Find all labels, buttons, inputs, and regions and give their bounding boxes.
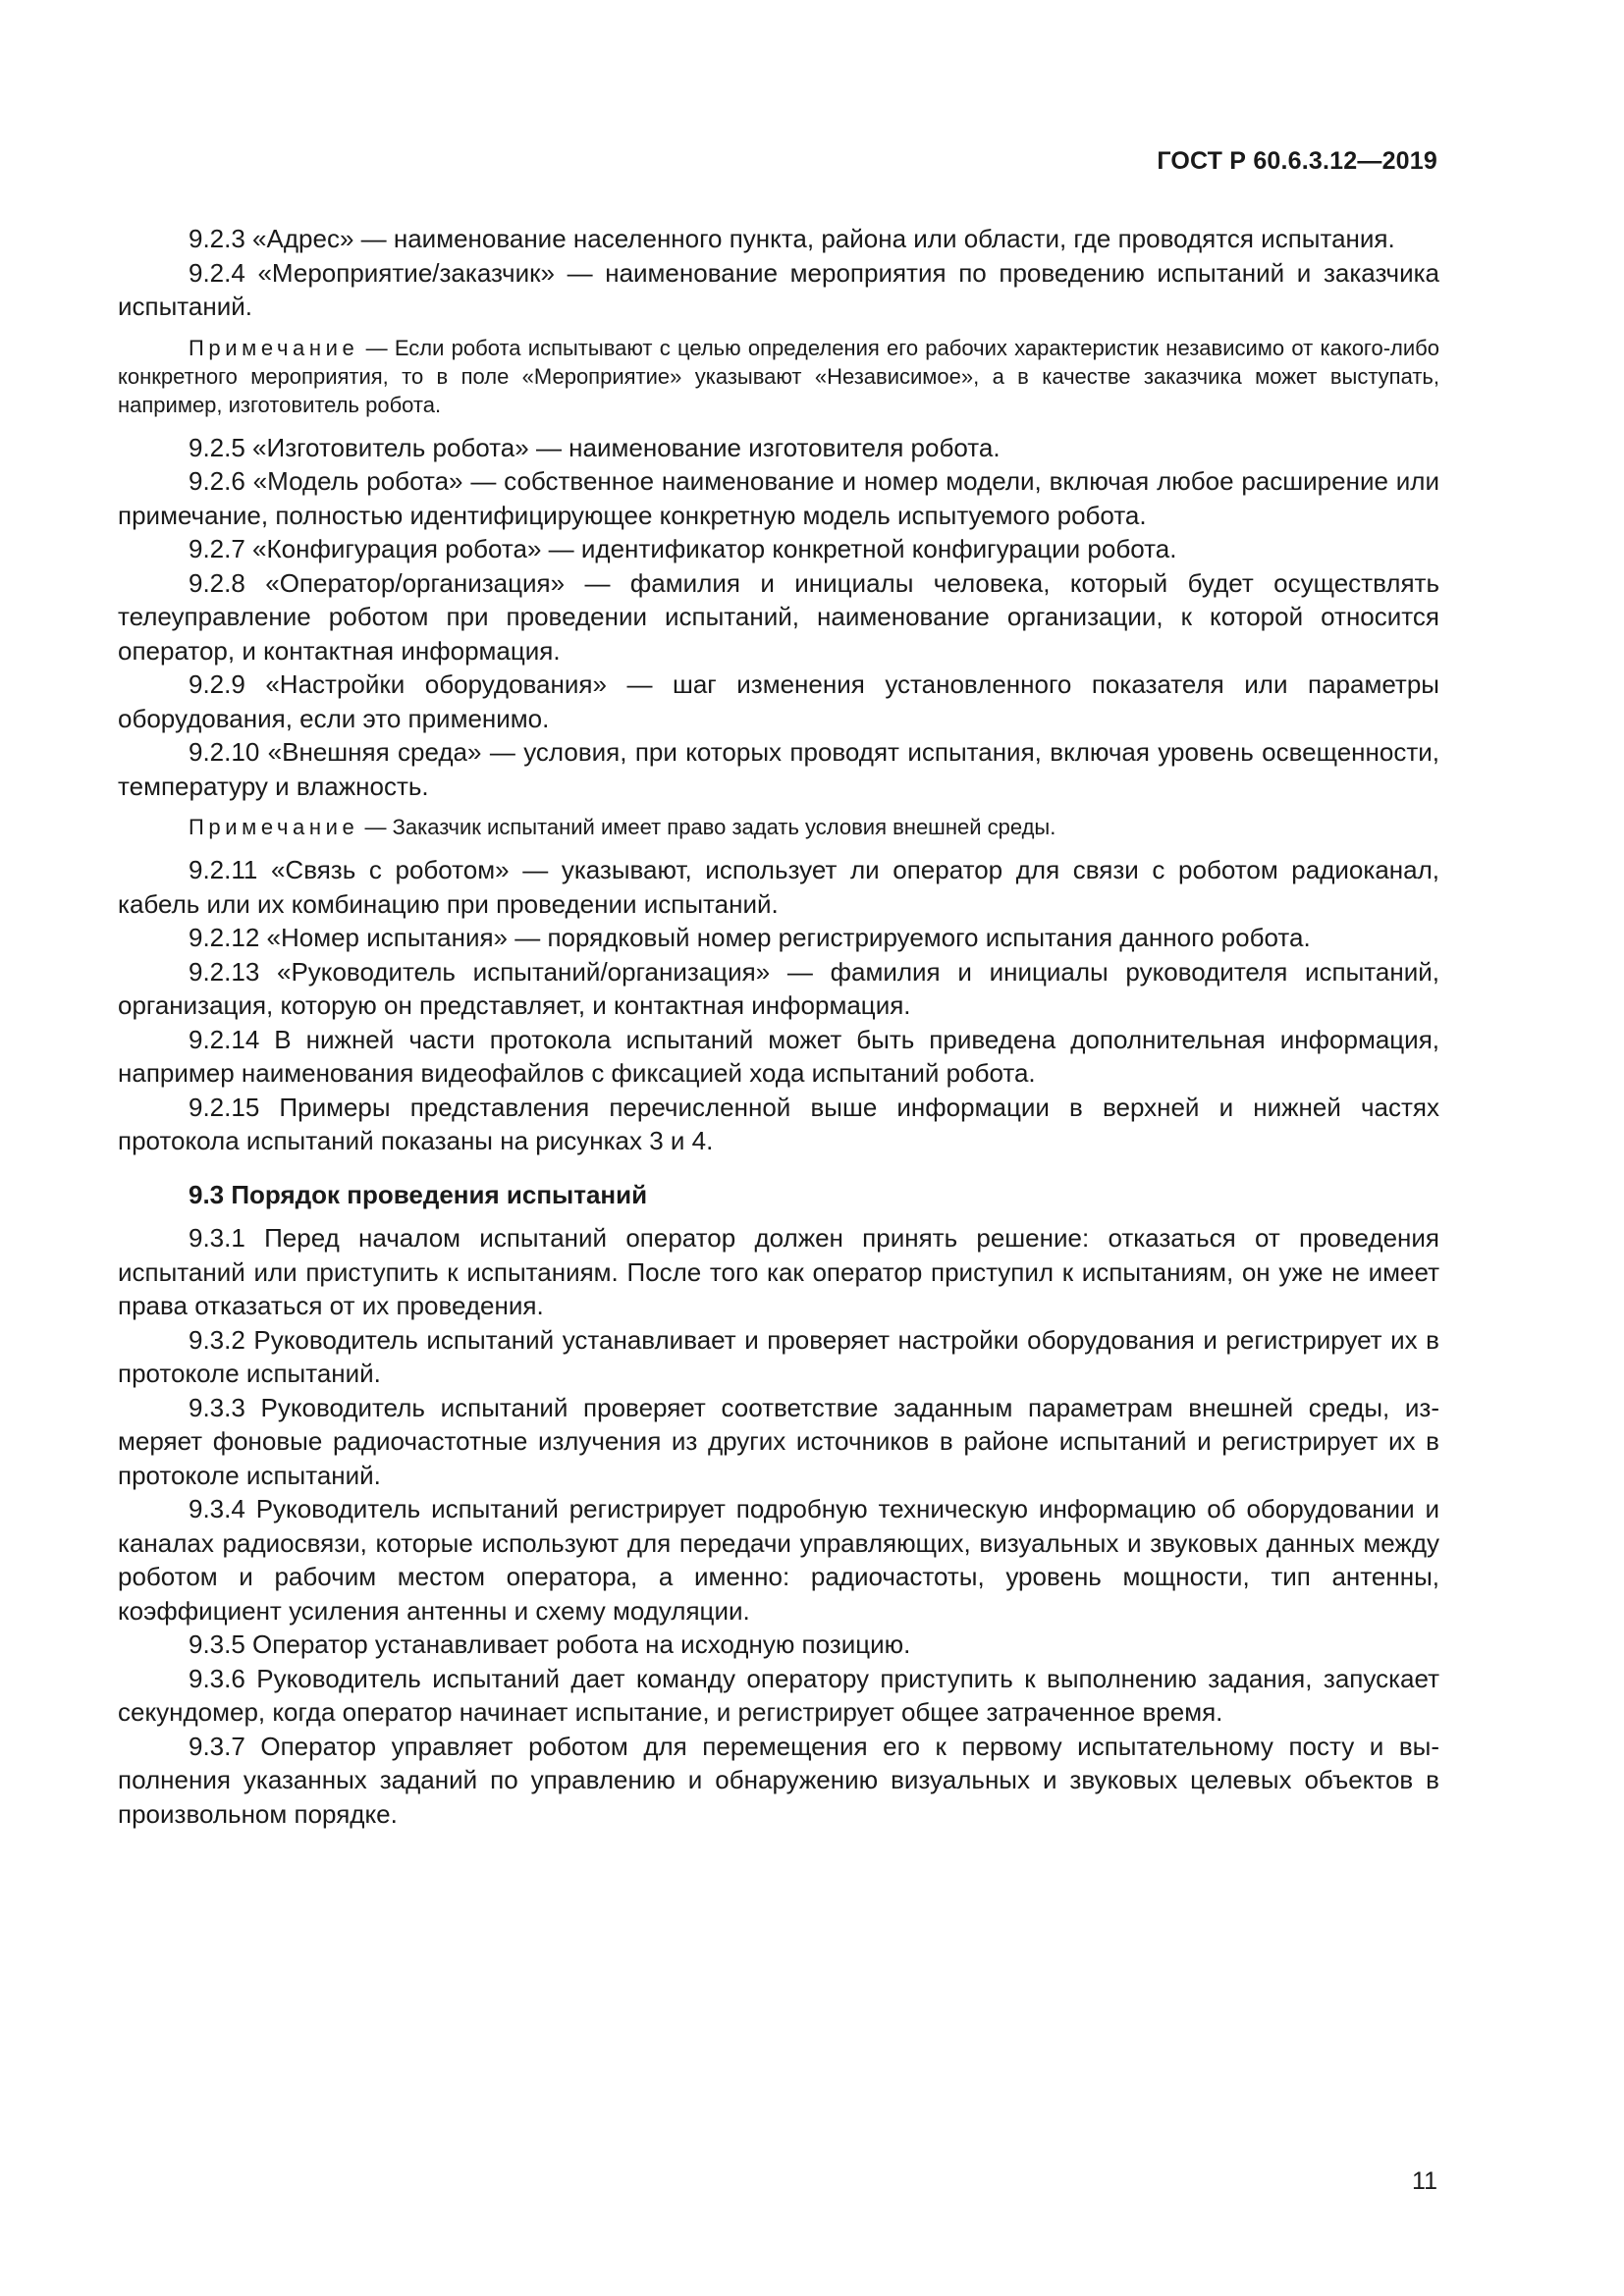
paragraph-9-2-8: 9.2.8 «Оператор/организация» — фамилия и инициалы человека, который будет осуществлять телеуправление роботом при проведении испытаний, наименование организации, к которой относится оператор, и контактная информация. bbox=[118, 567, 1439, 666]
note-label: Примечание bbox=[189, 335, 359, 360]
paragraph-9-3-5: 9.3.5 Оператор устанавливает робота на исходную позицию. bbox=[189, 1629, 911, 1659]
paragraph-9-2-5: 9.2.5 «Изготовитель робота» — наименование изготовителя робота. bbox=[189, 432, 1001, 462]
note-label: Примечание bbox=[189, 815, 359, 839]
paragraph-9-2-12: 9.2.12 «Номер испытания» — порядковый номер регистрируемого испытания данного робота. bbox=[189, 923, 1311, 952]
paragraph-9-3-7: 9.3.7 Оператор управляет роботом для перемещения его к первому испытательному посту и выполнения указанных заданий по управлению и обнаружению визуальных и звуковых целевых объектов в произвольном порядке. bbox=[118, 1731, 1439, 1829]
page-body bbox=[118, 222, 1439, 1831]
paragraph-9-3-2: 9.3.2 Руководитель испытаний устанавливает и проверяет настройки оборудования и регистрирует их в протоколе испытаний. bbox=[118, 1324, 1439, 1388]
paragraph-9-3-6: 9.3.6 Руководитель испытаний дает команду оператору приступить к выполнению задания, запускает секундомер, когда оператор начинает испытание, и регистрирует общее затраченное время. bbox=[118, 1663, 1439, 1727]
paragraph-9-2-14: 9.2.14 В нижней части протокола испытаний может быть приведена дополнительная информация, например наименования видеофайлов с фиксацией хода испытаний робота. bbox=[118, 1024, 1439, 1088]
note-event bbox=[118, 334, 1439, 419]
paragraph-9-2-9: 9.2.9 «Настройки оборудования» — шаг изменения установленного показателя или параметры оборудования, если это применимо. bbox=[118, 669, 1439, 733]
paragraph-9-2-10: 9.2.10 «Внешняя среда» — условия, при которых проводят испытания, включая уровень освещенности, температуру и влажность. bbox=[118, 737, 1439, 801]
paragraph-9-3-3: 9.3.3 Руководитель испытаний проверяет соответствие заданным параметрам внешней среды, измеряет фоновые радиочастотные излучения из других источников в районе испытаний и регистрирует их в протоколе испытаний. bbox=[118, 1392, 1439, 1490]
paragraph-9-2-3: 9.2.3 «Адрес» — наименование населенного пункта, района или области, где проводятся испытания. bbox=[189, 224, 1395, 253]
section-heading: 9.3 Порядок проведения испытаний bbox=[189, 1179, 648, 1209]
paragraph-9-2-4: 9.2.4 «Мероприятие/заказчик» — наименование мероприятия по проведению испытаний и заказчика испытаний. bbox=[118, 257, 1439, 321]
document-code: ГОСТ Р 60.6.3.12—2019 bbox=[1157, 147, 1437, 175]
note-text: — Заказчик испытаний имеет право задать условия внешней среды. bbox=[358, 815, 1056, 839]
paragraph-9-2-6: 9.2.6 «Модель робота» — собственное наименование и номер модели, включая любое расширение или примечание, полностью идентифицирующее конкретную модель испытуемого робота. bbox=[118, 466, 1439, 530]
paragraph-9-2-7: 9.2.7 «Конфигурация робота» — идентификатор конкретной конфигурации робота. bbox=[189, 534, 1177, 563]
paragraph-9-2-13: 9.2.13 «Руководитель испытаний/организация» — фамилия и инициалы руководителя испытаний, организация, которую он представляет, и контактная информация. bbox=[118, 956, 1439, 1020]
paragraph-9-3-1: 9.3.1 Перед началом испытаний оператор должен принять решение: отказаться от проведения испытаний или приступить к испытаниям. После того как оператор приступил к испытаниям, он уже не имеет права отказаться от их проведения. bbox=[118, 1223, 1439, 1320]
note-environment bbox=[118, 813, 1439, 841]
paragraph-9-3-4: 9.3.4 Руководитель испытаний регистрирует подробную техническую информацию об оборудовании и каналах радиосвязи, которые используют для передачи управляющих, визуальных и звуковых данных между роботом и рабочим местом оператора, а именно: радиочастоты, уровень мощности, тип антенны, коэффициент усиления антенны и схему модуляции. bbox=[118, 1494, 1439, 1626]
note-text: — Если робота испытывают с целью определения его рабочих характеристик независимо от какого-либо конкретного мероприятия, то в поле «Мероприятие» указывают «Независимое», а в качестве заказчика может выступать, например, изготовитель робота. bbox=[118, 335, 1439, 417]
page-number: 11 bbox=[1412, 2167, 1437, 2195]
paragraph-9-2-15: 9.2.15 Примеры представления перечисленной выше информации в верхней и нижней частях протокола испытаний показаны на рисунках 3 и 4. bbox=[118, 1092, 1439, 1155]
paragraph-9-2-11: 9.2.11 «Связь с роботом» — указывают, использует ли оператор для связи с роботом радиоканал, кабель или их комбинацию при проведении испытаний. bbox=[118, 855, 1439, 919]
